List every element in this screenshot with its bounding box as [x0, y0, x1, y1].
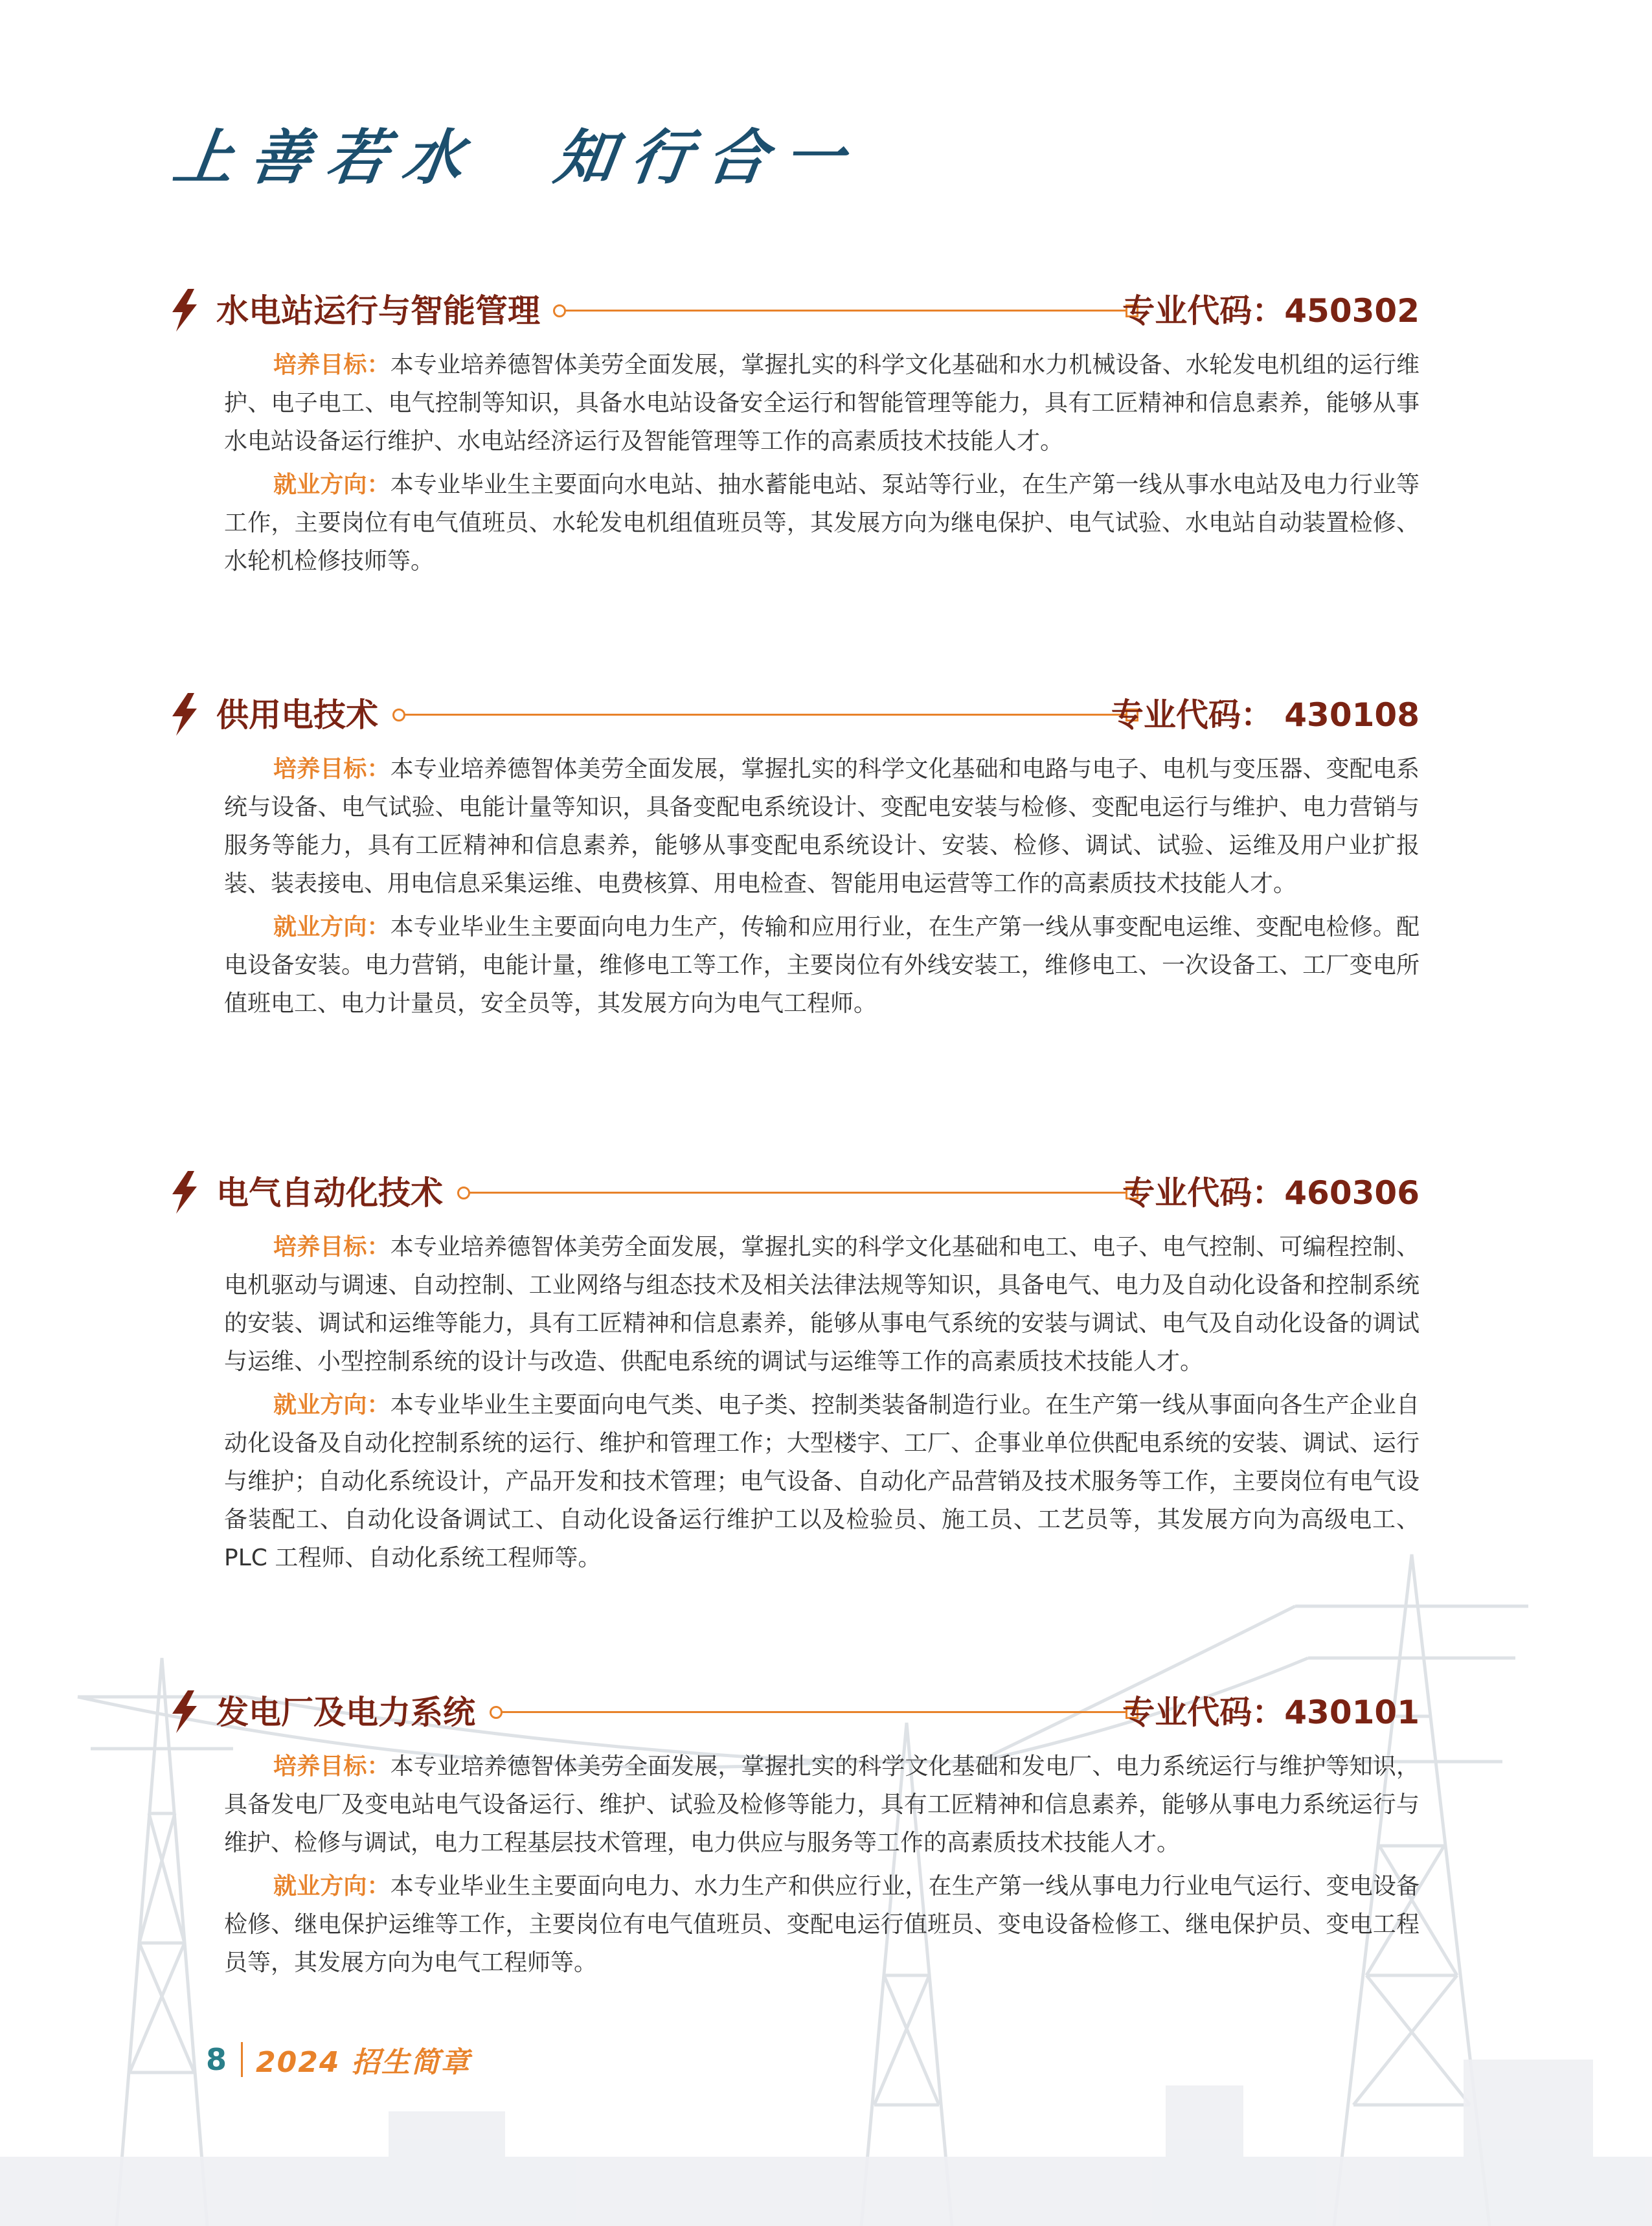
employment-paragraph	[170, 466, 1420, 580]
employment-paragraph	[170, 908, 1420, 1023]
employment-paragraph	[170, 1386, 1420, 1577]
employment-label: 就业方向：	[273, 471, 390, 498]
section-title: 发电厂及电力系统	[216, 1694, 475, 1731]
employment-label: 就业方向：	[273, 1873, 390, 1900]
training-goal-paragraph	[170, 750, 1420, 903]
training-goal-label: 培养目标：	[273, 756, 390, 782]
section-divider-line	[403, 714, 1128, 716]
major-code: 专业代码：450302	[1122, 292, 1420, 330]
section-divider-line	[563, 310, 1128, 312]
training-goal-label: 培养目标：	[273, 1753, 390, 1780]
training-goal-paragraph	[170, 1228, 1420, 1381]
training-goal-text: 本专业培养德智体美劳全面发展，掌握扎实的科学文化基础和发电厂、电力系统运行与维护等知识，具备发电厂及变电站电气设备运行、维护、试验及检修等能力，具有工匠精神和信息素养，能够从事电力系统运行与维护、检修与调试，电力工程基层技术管理，电力供应与服务等工作的高素质技术技能人才。	[224, 1753, 1420, 1856]
section-title: 电气自动化技术	[216, 1174, 443, 1212]
section-header	[170, 689, 1420, 741]
training-goal-paragraph	[170, 346, 1420, 460]
lightning-bolt-icon	[170, 693, 199, 736]
section-title: 供用电技术	[216, 696, 378, 734]
lightning-bolt-icon	[170, 289, 199, 332]
employment-label: 就业方向：	[273, 914, 390, 940]
footer-separator	[241, 2042, 243, 2077]
training-goal-label: 培养目标：	[273, 352, 390, 378]
section-header	[170, 1167, 1420, 1219]
section-header	[170, 285, 1420, 337]
section-divider-line	[500, 1711, 1128, 1713]
section-divider-line	[468, 1192, 1128, 1194]
employment-label: 就业方向：	[273, 1392, 390, 1418]
employment-text: 本专业毕业生主要面向电力生产，传输和应用行业，在生产第一线从事变配电运维、变配电检修。配电设备安装。电力营销，电能计量，维修电工等工作，主要岗位有外线安装工，维修电工、一次设备工、工厂变电所值班电工、电力计量员，安全员等，其发展方向为电气工程师。	[224, 914, 1420, 1017]
major-code: 专业代码：430101	[1122, 1694, 1420, 1731]
major-section-hydropower	[170, 285, 1420, 580]
section-title: 水电站运行与智能管理	[216, 292, 540, 330]
lightning-bolt-icon	[170, 1171, 199, 1214]
training-goal-text: 本专业培养德智体美劳全面发展，掌握扎实的科学文化基础和水力机械设备、水轮发电机组的运行维护、电子电工、电气控制等知识，具备水电站设备安全运行和智能管理等能力，具有工匠精神和信息素养，能够从事水电站设备运行维护、水电站经济运行及智能管理等工作的高素质技术技能人才。	[224, 352, 1420, 455]
employment-paragraph	[170, 1867, 1420, 1982]
footer-title: 2024 招生简章	[256, 2046, 471, 2079]
employment-text: 本专业毕业生主要面向电气类、电子类、控制类装备制造行业。在生产第一线从事面向各生产企业自动化设备及自动化控制系统的运行、维护和管理工作；大型楼宇、工厂、企事业单位供配电系统的安装、调试、运行与维护；自动化系统设计，产品开发和技术管理；电气设备、自动化产品营销及技术服务等工作，主要岗位有电气设备装配工、自动化设备调试工、自动化设备运行维护工以及检验员、施工员、工艺员等，其发展方向为高级电工、PLC 工程师、自动化系统工程师等。	[224, 1392, 1420, 1571]
major-section-power-plant	[170, 1687, 1420, 1982]
major-code: 专业代码： 430108	[1111, 696, 1420, 734]
major-section-electrical-automation	[170, 1167, 1420, 1577]
training-goal-text: 本专业培养德智体美劳全面发展，掌握扎实的科学文化基础和电工、电子、电气控制、可编程控制、电机驱动与调速、自动控制、工业网络与组态技术及相关法律法规等知识，具备电气、电力及自动化设备和控制系统的安装、调试和运维等能力，具有工匠精神和信息素养，能够从事电气系统的安装与调试、电气及自动化设备的调试与运维、小型控制系统的设计与改造、供配电系统的调试与运维等工作的高素质技术技能人才。	[224, 1234, 1420, 1375]
employment-text: 本专业毕业生主要面向电力、水力生产和供应行业，在生产第一线从事电力行业电气运行、变电设备检修、继电保护运维等工作，主要岗位有电气值班员、变配电运行值班员、变电设备检修工、继电保护员、变电工程员等，其发展方向为电气工程师等。	[224, 1873, 1420, 1976]
employment-text: 本专业毕业生主要面向水电站、抽水蓄能电站、泵站等行业，在生产第一线从事水电站及电力行业等工作，主要岗位有电气值班员、水轮发电机组值班员等，其发展方向为继电保护、电气试验、水电站自动装置检修、水轮机检修技师等。	[224, 471, 1420, 574]
page-number: 8	[206, 2042, 227, 2077]
major-code: 专业代码：460306	[1122, 1174, 1420, 1212]
section-header	[170, 1687, 1420, 1738]
training-goal-label: 培养目标：	[273, 1234, 390, 1260]
school-motto: 上善若水 知行合一	[169, 122, 866, 192]
lightning-bolt-icon	[170, 1690, 199, 1733]
page-footer	[206, 2037, 471, 2082]
training-goal-paragraph	[170, 1747, 1420, 1862]
training-goal-text: 本专业培养德智体美劳全面发展，掌握扎实的科学文化基础和电路与电子、电机与变压器、变配电系统与设备、电气试验、电能计量等知识，具备变配电系统设计、变配电安装与检修、变配电运行与维护、电力营销与服务等能力，具有工匠精神和信息素养，能够从事变配电系统设计、安装、检修、调试、试验、运维及用户业扩报装、装表接电、用电信息采集运维、电费核算、用电检查、智能用电运营等工作的高素质技术技能人才。	[224, 756, 1420, 897]
major-section-power-supply	[170, 689, 1420, 1023]
